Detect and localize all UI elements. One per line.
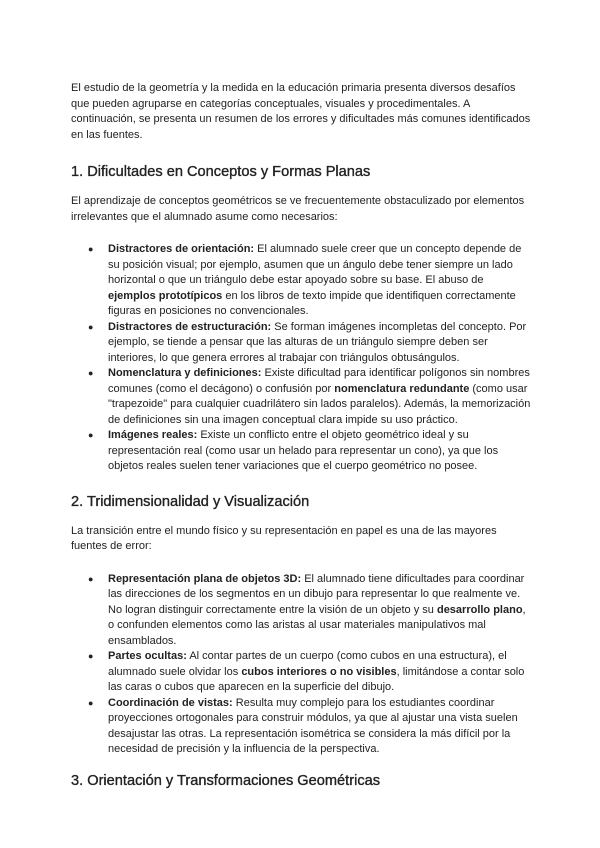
list-item bbox=[71, 366, 531, 428]
list-item bbox=[71, 649, 531, 696]
item-text: Se forman imágenes incompletas del concepto. Por ejemplo, se tiende a pensar que las alturas de un triángulo siempre deben ser interiores, lo que genera errores al trabajar con triángulos obtusángulos. bbox=[108, 320, 527, 364]
bullet-icon: ● bbox=[88, 321, 94, 332]
section-3-heading: 3. Orientación y Transformaciones Geométricas bbox=[71, 772, 381, 789]
list-item bbox=[71, 572, 531, 650]
bullet-icon: ● bbox=[88, 244, 94, 254]
item-label: Partes ocultas: bbox=[108, 650, 187, 662]
bullet-icon: ● bbox=[88, 573, 94, 584]
bullet-icon: ● bbox=[88, 368, 94, 378]
item-text: Resulta muy complejo para los estudiantes coordinar proyecciones ortogonales para construir módulos, ya que al ajustar una vista suelen desajustar las otras. La representación isométrica se considera la más difícil por la necesidad de precisión y la influencia de la perspectiva. bbox=[108, 696, 518, 755]
list-item bbox=[71, 242, 531, 320]
item-text: Al contar partes de un cuerpo (como cubos en una estructura), el alumnado suele olvidar los bbox=[108, 650, 507, 678]
item-text: (como usar "trapezoide" para cualquier cuadrilátero sin lados paralelos). Además, la memorización de definiciones sin una imagen conceptual clara impide su uso práctico. bbox=[108, 382, 531, 426]
item-label: Nomenclatura y definiciones: bbox=[108, 367, 262, 379]
bullet-icon: ● bbox=[88, 430, 94, 440]
list-item bbox=[71, 320, 531, 367]
section-2-intro: La transición entre el mundo físico y su representación en papel es una de las mayores fuentes de error: bbox=[71, 524, 497, 552]
intro-paragraph: El estudio de la geometría y la medida en la educación primaria presenta diversos desafíos que pueden agruparse en categorías conceptuales, visuales y procedimentales. A continuación, se presenta un resumen de los errores y dificultades más comunes identificados en las fuentes. bbox=[71, 82, 531, 141]
item-text: El alumnado suele creer que un concepto depende de su posición visual; por ejemplo, asumen que un ángulo debe tener siempre un lado horizontal o que un triángulo debe estar apoyado sobre su base. El abuso de bbox=[108, 243, 522, 286]
item-label: Distractores de orientación: bbox=[108, 243, 255, 255]
item-emphasis: desarrollo plano bbox=[436, 603, 523, 616]
item-text: Existe un conflicto entre el objeto geométrico ideal y su representación real (como usar un helado para representar un cono), ya que los objetos reales suelen tener variaciones que el cuerpo geométrico no posee. bbox=[108, 429, 499, 472]
section-1-list bbox=[71, 242, 531, 475]
item-emphasis: cubos interiores o no visibles bbox=[241, 665, 397, 678]
item-text: Existe dificultad para identificar polígonos sin nombres comunes (como el decágono) o confusión por bbox=[108, 367, 530, 395]
bullet-icon: ● bbox=[88, 651, 94, 661]
item-emphasis: nomenclatura redundante bbox=[334, 382, 470, 395]
document-body bbox=[71, 81, 531, 791]
item-emphasis: ejemplos prototípicos bbox=[108, 289, 223, 302]
section-2-heading: 2. Tridimensionalidad y Visualización bbox=[71, 493, 310, 510]
bullet-icon: ● bbox=[88, 697, 94, 708]
item-text: en los libros de texto impide que identifiquen correctamente figuras en posiciones no convencionales. bbox=[108, 289, 516, 317]
item-label: Coordinación de vistas: bbox=[108, 696, 233, 709]
item-label: Imágenes reales: bbox=[108, 429, 198, 441]
item-label: Representación plana de objetos 3D: bbox=[108, 572, 302, 585]
list-item bbox=[71, 696, 531, 758]
item-text: El alumnado tiene dificultades para coordinar las direcciones de los segmentos en un dibujo para representar lo que realmente ve. No logran distinguir correctamente entre la visión de un objeto y su bbox=[108, 572, 525, 616]
item-text: , limitándose a contar solo las caras o cubos que aparecen en la superficie del dibujo. bbox=[108, 665, 525, 693]
section-1-heading: 1. Dificultades en Conceptos y Formas Planas bbox=[71, 164, 371, 180]
list-item bbox=[71, 428, 531, 475]
section-2-list bbox=[71, 572, 531, 758]
item-text: , o confunden elementos como las aristas al usar materiales manipulativos mal ensamblados. bbox=[108, 603, 526, 647]
section-1-intro: El aprendizaje de conceptos geométricos se ve frecuentemente obstaculizado por elementos irrelevantes que el alumnado asume como necesarios: bbox=[71, 195, 525, 223]
item-label: Distractores de estructuración: bbox=[108, 320, 272, 333]
